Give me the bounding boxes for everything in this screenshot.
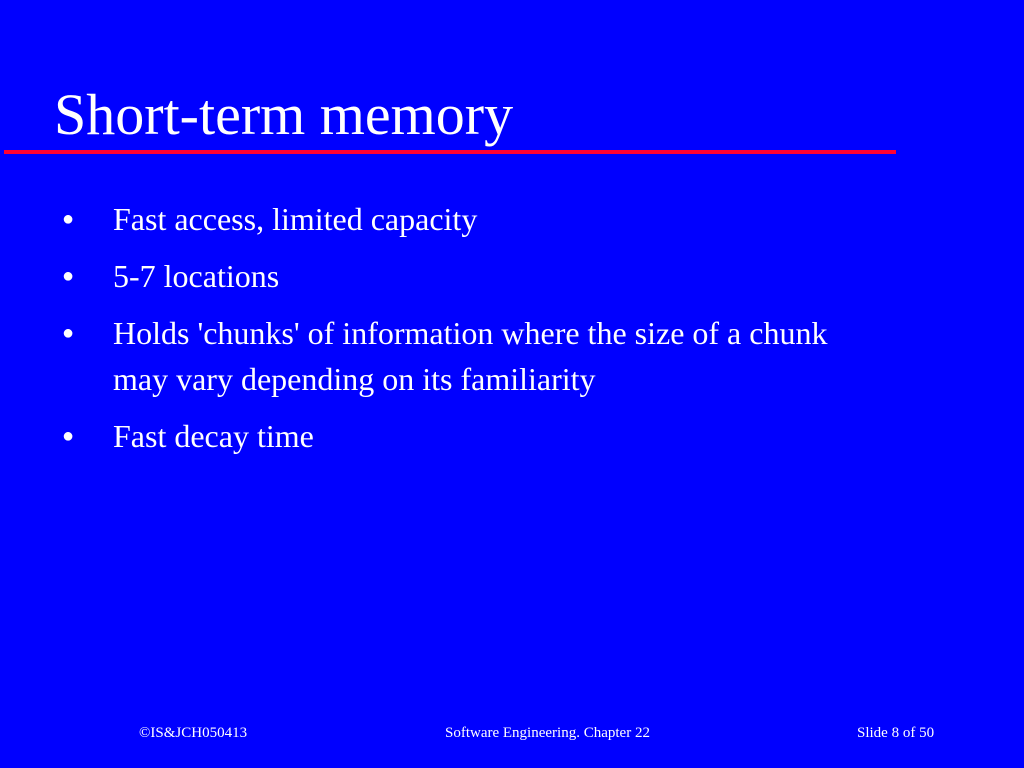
bullet-dot-icon: ● [62, 265, 75, 287]
bullet-dot-icon: ● [62, 322, 75, 344]
bullet-item [0, 413, 883, 459]
bullet-text: Fast decay time [113, 418, 314, 454]
footer-course-title: Software Engineering. Chapter 22 [445, 725, 650, 741]
title-underline-rule [4, 150, 896, 154]
bullet-item [0, 253, 883, 299]
bullet-text: 5-7 locations [113, 258, 280, 294]
bullet-list [0, 196, 1024, 470]
bullet-dot-icon: ● [62, 425, 75, 447]
bullet-item [0, 310, 883, 402]
footer-slide-number: Slide 8 of 50 [857, 725, 935, 741]
bullet-dot-icon: ● [62, 208, 75, 230]
bullet-text: Fast access, limited capacity [113, 201, 478, 237]
footer-copyright: ©IS&JCH050413 [139, 725, 248, 741]
bullet-text: Holds 'chunks' of information where the size of a chunk may vary depending on its familiarity [113, 315, 828, 397]
slide-title: Short-term memory [54, 82, 514, 147]
bullet-item [0, 196, 883, 242]
